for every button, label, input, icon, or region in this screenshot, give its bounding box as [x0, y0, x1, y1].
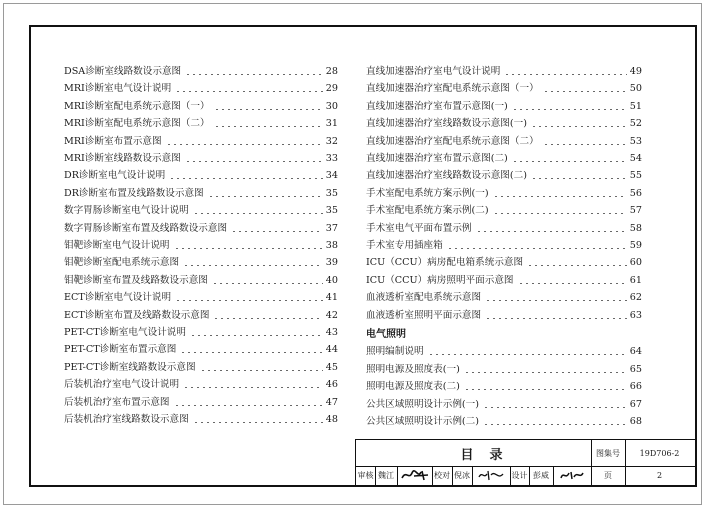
toc-entry	[64, 357, 338, 373]
toc-entry	[366, 305, 642, 321]
toc-entry-title: 数字胃肠诊断室电气设计说明	[64, 205, 189, 217]
toc-entry-page: 51	[629, 101, 642, 113]
toc-entry-title: 直线加速器治疗室布置示意图(二)	[366, 153, 508, 165]
dot-leader	[483, 424, 627, 425]
toc-entry	[366, 148, 642, 164]
toc-entry-page: 29	[325, 83, 338, 95]
toc-entry-page: 39	[325, 257, 338, 269]
toc-entry-page: 65	[629, 364, 642, 376]
toc-entry	[64, 183, 338, 199]
dot-leader	[208, 196, 323, 197]
toc-entry-page: 35	[325, 188, 338, 200]
toc-entry-title: 手术室专用插座箱	[366, 240, 443, 252]
toc-entry	[366, 235, 642, 251]
toc-entry	[366, 183, 642, 199]
toc-entry-title: PET-CT诊断室电气设计说明	[64, 327, 186, 339]
dot-leader	[174, 405, 323, 406]
toc-entry	[64, 113, 338, 129]
toc-entry-page: 53	[629, 136, 642, 148]
dot-leader	[169, 178, 323, 179]
dot-leader	[527, 265, 627, 266]
toc-entry	[366, 252, 642, 268]
toc-entry-title: 公共区域照明设计示例(二)	[366, 416, 480, 428]
dot-leader	[485, 318, 627, 319]
reviewer-signature	[397, 466, 432, 484]
toc-entry	[64, 287, 338, 303]
checker-signature	[472, 466, 510, 484]
dot-leader	[512, 109, 627, 110]
toc-entry-page: 67	[629, 399, 642, 411]
dot-leader	[214, 109, 323, 110]
dot-leader	[183, 265, 323, 266]
toc-entry-title: 钼靶诊断室电气设计说明	[64, 240, 170, 252]
toc-entry	[64, 322, 338, 338]
dot-leader	[200, 370, 323, 371]
toc-entry	[64, 252, 338, 268]
dot-leader	[476, 231, 627, 232]
toc-entry-page: 49	[629, 66, 642, 78]
toc-entry	[64, 131, 338, 147]
toc-entry-title: PET-CT诊断室线路数设示意图	[64, 362, 196, 374]
toc-entry-page: 50	[629, 83, 642, 95]
toc-entry-title: 手术室电气平面布置示例	[366, 223, 472, 235]
toc-entry-page: 44	[325, 344, 338, 356]
toc-entry-page: 60	[629, 257, 642, 269]
toc-entry-page: 43	[325, 327, 338, 339]
review-label: 审核	[357, 470, 374, 480]
toc-entry-title: 血液透析室配电系统示意图	[366, 292, 482, 304]
toc-entry-page: 56	[629, 188, 642, 200]
dot-leader	[464, 372, 627, 373]
toc-entry	[366, 341, 642, 357]
toc-entry	[366, 411, 642, 427]
dot-leader	[512, 161, 627, 162]
page-label: 页	[604, 470, 612, 480]
dot-leader	[175, 91, 323, 92]
toc-entry	[366, 131, 642, 147]
atlas-number: 19D706-2	[639, 448, 680, 458]
toc-entry-title: MRI诊断室布置示意图	[64, 136, 162, 148]
toc-entry-title: 直线加速器治疗室电气设计说明	[366, 66, 501, 78]
toc-entry-title: MRI诊断室线路数设示意图	[64, 153, 181, 165]
toc-entry-title: 直线加速器治疗室线路数设示意图(二)	[366, 170, 527, 182]
document-title: 目录	[460, 447, 519, 463]
dot-leader	[185, 161, 323, 162]
toc-entry-title: ECT诊断室布置及线路数设示意图	[64, 310, 210, 322]
dot-leader	[531, 126, 627, 127]
toc-entry-page: 41	[325, 292, 338, 304]
dot-leader	[166, 144, 323, 145]
dot-leader	[464, 389, 627, 390]
toc-entry-title: 手术室配电系统方案示例(二)	[366, 205, 489, 217]
check-label: 校对	[434, 470, 450, 480]
toc-entry	[64, 374, 338, 390]
toc-entry-page: 31	[325, 118, 338, 130]
dot-leader	[212, 283, 323, 284]
toc-entry	[64, 235, 338, 251]
toc-entry	[64, 409, 338, 425]
toc-entry-title: DR诊断室电气设计说明	[64, 170, 166, 182]
dot-leader	[543, 91, 627, 92]
toc-entry-title: 钼靶诊断室配电系统示意图	[64, 257, 180, 269]
toc-entry-title: 照明编制说明	[366, 346, 424, 358]
toc-entry	[64, 218, 338, 234]
dot-leader	[483, 407, 627, 408]
dot-leader	[214, 126, 323, 127]
dot-leader	[543, 144, 627, 145]
toc-entry	[366, 96, 642, 112]
toc-entry-title: ICU（CCU）病房配电箱系统示意图	[366, 257, 524, 269]
toc-entry-title: 直线加速器治疗室线路数设示意图(一)	[366, 118, 527, 130]
toc-entry-title: MRI诊断室电气设计说明	[64, 83, 172, 95]
section-heading: 电气照明	[366, 329, 406, 340]
toc-entry-title: DR诊断室布置及线路数设示意图	[64, 188, 204, 200]
toc-entry-page: 34	[325, 170, 338, 182]
dot-leader	[193, 213, 323, 214]
toc-entry	[366, 78, 642, 94]
dot-leader	[185, 74, 323, 75]
toc-entry	[366, 359, 642, 375]
dot-leader	[174, 248, 323, 249]
toc-entry-page: 57	[629, 205, 642, 217]
toc-entry-page: 58	[629, 223, 642, 235]
dot-leader	[493, 196, 627, 197]
toc-entry-title: 后装机治疗室电气设计说明	[64, 379, 180, 391]
toc-entry-page: 66	[629, 381, 642, 393]
toc-entry	[64, 165, 338, 181]
toc-entry-page: 48	[325, 414, 338, 426]
toc-entry	[64, 270, 338, 286]
toc-entry-page: 45	[325, 362, 338, 374]
dot-leader	[183, 387, 323, 388]
toc-entry-page: 68	[629, 416, 642, 428]
toc-entry	[366, 376, 642, 392]
reviewer-name: 魏江	[378, 470, 394, 480]
toc-entry	[366, 218, 642, 234]
toc-entry-page: 59	[629, 240, 642, 252]
toc-entry-page: 46	[325, 379, 338, 391]
designer-name: 彭威	[533, 470, 549, 480]
checker-name: 倪冰	[454, 470, 470, 480]
toc-entry-page: 33	[325, 153, 338, 165]
toc-entry	[366, 287, 642, 303]
toc-entry-page: 64	[629, 346, 642, 358]
toc-entry-title: MRI诊断室配电系统示意图（二）	[64, 118, 210, 130]
toc-entry	[64, 339, 338, 355]
toc-entry-title: 钼靶诊断室布置及线路数设示意图	[64, 275, 208, 287]
dot-leader	[193, 422, 323, 423]
dot-leader	[231, 231, 323, 232]
toc-entry-page: 47	[325, 397, 338, 409]
toc-entry	[64, 392, 338, 408]
toc-entry-page: 55	[629, 170, 642, 182]
atlas-number-label: 图集号	[596, 448, 620, 458]
title-block	[355, 439, 695, 485]
toc-entry-title: 照明电源及照度表(二)	[366, 381, 460, 393]
toc-entry	[64, 305, 338, 321]
dot-leader	[531, 178, 627, 179]
dot-leader	[447, 248, 627, 249]
toc-entry-title: 后装机治疗室布置示意图	[64, 397, 170, 409]
dot-leader	[493, 213, 627, 214]
page-number: 2	[656, 470, 663, 480]
dot-leader	[213, 318, 322, 319]
toc-entry	[64, 78, 338, 94]
toc-entry-page: 32	[325, 136, 338, 148]
toc-entry-title: ICU（CCU）病房照明平面示意图	[366, 275, 514, 287]
toc-entry-page: 40	[325, 275, 338, 287]
toc-entry-title: DSA诊断室线路数设示意图	[64, 66, 182, 78]
dot-leader	[504, 74, 626, 75]
toc-entry-page: 42	[325, 310, 338, 322]
toc-entry-page: 30	[325, 101, 338, 113]
toc-entry-page: 63	[629, 310, 642, 322]
toc-entry-page: 52	[629, 118, 642, 130]
toc-entry	[366, 113, 642, 129]
dot-leader	[175, 300, 323, 301]
toc-entry	[366, 270, 642, 286]
toc-entry-page: 28	[325, 66, 338, 78]
toc-entry	[64, 200, 338, 216]
toc-entry	[64, 96, 338, 112]
toc-entry-title: 直线加速器治疗室配电系统示意图（二）	[366, 136, 539, 148]
toc-entry-title: 直线加速器治疗室布置示意图(一)	[366, 101, 508, 113]
toc-entry-title: PET-CT诊断室布置示意图	[64, 344, 177, 356]
toc-entry	[366, 61, 642, 77]
dot-leader	[485, 300, 627, 301]
toc-entry-title: 公共区域照明设计示例(一)	[366, 399, 480, 411]
toc-entry-title: 直线加速器治疗室配电系统示意图（一）	[366, 83, 539, 95]
toc-entry-title: 后装机治疗室线路数设示意图	[64, 414, 189, 426]
toc-entry-page: 38	[325, 240, 338, 252]
toc-entry	[366, 394, 642, 410]
toc-entry-page: 35	[325, 205, 338, 217]
toc-entry-page: 37	[325, 223, 338, 235]
toc-entry-title: 手术室配电系统方案示例(一)	[366, 188, 489, 200]
toc-entry	[366, 200, 642, 216]
toc-entry-title: 血液透析室照明平面示意图	[366, 310, 482, 322]
dot-leader	[180, 352, 322, 353]
toc-entry-page: 54	[629, 153, 642, 165]
design-label: 设计	[511, 470, 528, 480]
toc-entry-page: 61	[629, 275, 642, 287]
designer-signature	[553, 466, 591, 484]
toc-entry-title: ECT诊断室电气设计说明	[64, 292, 172, 304]
toc-entry-title: 照明电源及照度表(一)	[366, 364, 460, 376]
toc-entry-title: MRI诊断室配电系统示意图（一）	[64, 101, 210, 113]
toc-entry-title: 数字胃肠诊断室布置及线路数设示意图	[64, 223, 228, 235]
dot-leader	[190, 335, 323, 336]
toc-entry	[64, 61, 338, 77]
toc-entry	[64, 148, 338, 164]
dot-leader	[428, 354, 627, 355]
toc-entry	[366, 165, 642, 181]
dot-leader	[518, 283, 627, 284]
toc-entry-page: 62	[629, 292, 642, 304]
